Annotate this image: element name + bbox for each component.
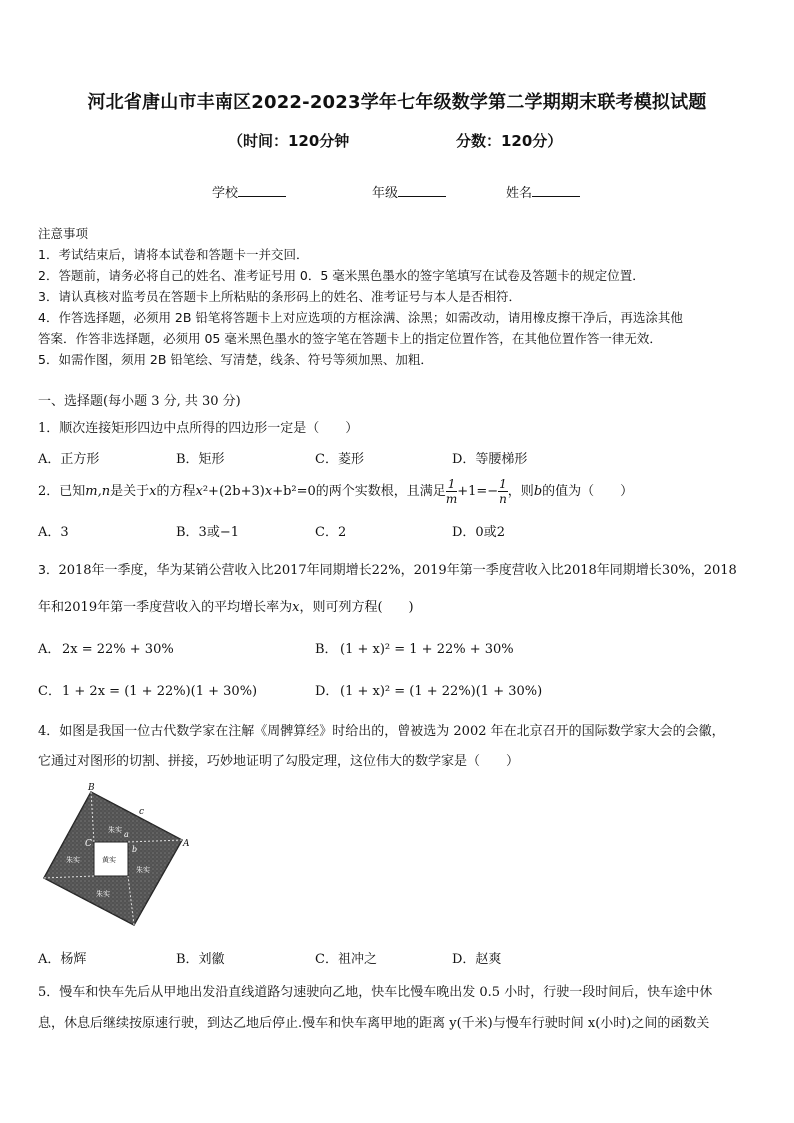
- grade-blank[interactable]: [398, 184, 446, 197]
- zhu-shi-label: 朱实: [66, 856, 80, 864]
- question-4-line-1: 4．如图是我国一位古代数学家在注解《周髀算经》时给出的，曾被选为 2002 年在北京召开的国际数学家大会的会徽，: [38, 724, 725, 739]
- label-C: C: [85, 839, 92, 849]
- q3-seg: 2019: [64, 600, 98, 615]
- q3-seg: 2017: [273, 563, 307, 578]
- label-b: b: [132, 845, 138, 854]
- zhu-shi-label: 朱实: [136, 866, 150, 874]
- fraction-numerator: 1: [499, 477, 507, 491]
- question-5-line-1: 5．慢车和快车先后从甲地出发沿直线道路匀速驶向乙地，快车比慢车晚出发 0.5 小时，行驶一段时间后，快车途中休: [38, 985, 713, 1000]
- q3-option-d-formula: (1 + x)² = (1 + 22%)(1 + 30%): [340, 684, 543, 699]
- q4-option-c: C．祖冲之: [315, 952, 377, 967]
- q4-option-d: D．赵爽: [452, 952, 502, 967]
- question-5-line-2: 息，休息后继续按原速行驶，到达乙地后停止.慢车和快车离甲地的距离 y(千米)与慢车行驶时间 x(小时)之间的函数关: [38, 1016, 710, 1031]
- q3-seg: 2019: [413, 563, 447, 578]
- q3-seg: 30%: [661, 563, 691, 578]
- q3-seg: 3．: [38, 562, 59, 577]
- q2-text: 是关于: [110, 484, 150, 499]
- q2-math: x: [264, 484, 273, 499]
- label-c: c: [139, 807, 145, 817]
- fraction-1-over-n: [498, 477, 508, 506]
- q3-seg: ，2018: [690, 563, 737, 578]
- q3-option-b-formula: (1 + x)² = 1 + 22% + 30%: [340, 642, 514, 657]
- q2-text: 2．已知: [38, 484, 86, 499]
- q2-option-a: A．3: [38, 525, 69, 540]
- q2-math: x: [195, 484, 203, 499]
- q2-text: ，则: [507, 484, 534, 499]
- q2-text: 的值为（ ）: [542, 484, 634, 499]
- q2-math: ²+(2b+3): [202, 484, 265, 499]
- question-2-stem: [38, 475, 633, 509]
- exam-score: 分数：120分）: [456, 132, 563, 150]
- grade-label: 年级: [372, 186, 399, 201]
- label-B: B: [88, 783, 95, 793]
- q2-text: 的两个实数根，且满足: [315, 484, 446, 499]
- grade-field[interactable]: [372, 182, 446, 201]
- school-blank[interactable]: [238, 184, 286, 197]
- q3-option-a-formula: 2x = 22% + 30%: [62, 642, 174, 657]
- zhu-shi-label: 朱实: [108, 826, 122, 834]
- q2-math: b: [533, 484, 543, 499]
- exam-time: （时间：120分钟: [228, 132, 350, 150]
- q3-seg: 年一季度，华为某销公营收入比: [91, 563, 274, 578]
- q2-math: +b²=0: [272, 484, 316, 499]
- question-1-stem: 1．顺次连接矩形四边中点所得的四边形一定是（ ）: [38, 421, 359, 436]
- q2-text: 的方程: [156, 484, 196, 499]
- label-A: A: [183, 839, 190, 849]
- fraction-1-over-m: [446, 477, 457, 506]
- q3-seg: 年和: [38, 600, 65, 615]
- hypotenuse-diagram: [36, 780, 196, 930]
- fraction-denominator: m: [445, 492, 458, 506]
- q2-math: +1=−: [457, 484, 499, 499]
- notice-item: 2．答题前，请务必将自己的姓名、准考证号用 0．5 毫米黑色墨水的签字笔填写在试卷及答题卡的规定位置．: [38, 268, 645, 283]
- q3-seg: 年同期增长: [596, 563, 662, 578]
- question-3-line-1: [38, 559, 737, 578]
- q2-math: m,n: [85, 484, 111, 499]
- q2-math: x: [149, 484, 157, 499]
- notice-heading: 注意事项: [38, 226, 89, 241]
- notice-item: 答案．作答非选择题，必须用 05 毫米黑色墨水的签字笔在答题卡上的指定位置作答，在其他位置作答一律无效．: [38, 331, 662, 346]
- q3-seg: 2018: [563, 563, 597, 578]
- school-field[interactable]: [212, 182, 286, 201]
- question-3-line-2: [38, 596, 414, 615]
- q3-seg: ，: [400, 563, 414, 578]
- q1-option-b: B．矩形: [176, 452, 225, 467]
- q3-seg: 年第一季度营收入比: [446, 563, 564, 578]
- q3-seg: 2018: [58, 563, 92, 578]
- q2-option-b: B．3或−1: [176, 525, 239, 540]
- school-label: 学校: [212, 186, 239, 201]
- q3-seg: 年第一季度营收入的平均增长率为: [97, 600, 293, 615]
- fraction-numerator: 1: [447, 477, 456, 491]
- name-blank[interactable]: [532, 184, 580, 197]
- q3-option-c-label: C．: [38, 684, 61, 699]
- q1-option-c: C．菱形: [315, 452, 364, 467]
- q2-option-d: D．0或2: [452, 525, 505, 540]
- question-4-line-2: 它通过对图形的切割、拼接，巧妙地证明了勾股定理，这位伟大的数学家是（ ）: [38, 754, 520, 769]
- notice-item: 4．作答选择题，必须用 2B 铅笔将答题卡上对应选项的方框涂满、涂黑；如需改动，请用橡皮擦干净后，再选涂其他: [38, 310, 683, 325]
- q1-option-d: D．等腰梯形: [452, 452, 528, 467]
- section-heading: 一、选择题(每小题 3 分, 共 30 分): [38, 394, 241, 409]
- fraction-denominator: n: [499, 492, 507, 506]
- q3-seg: 年同期增长: [306, 563, 372, 578]
- q3-option-d-label: D．: [315, 684, 339, 699]
- name-field[interactable]: [506, 182, 580, 201]
- q4-option-a: A．杨辉: [38, 952, 87, 967]
- q3-option-a-label: A．: [38, 642, 61, 657]
- page-title: 河北省唐山市丰南区2022-2023学年七年级数学第二学期期末联考模拟试题: [87, 92, 707, 113]
- q2-option-c: C．2: [315, 525, 347, 540]
- notice-item: 3．请认真核对监考员在答题卡上所粘贴的条形码上的姓名、准考证号与本人是否相符．: [38, 289, 521, 304]
- name-label: 姓名: [506, 186, 533, 201]
- notice-item: 5．如需作图，须用 2B 铅笔绘、写清楚，线条、符号等须加黑、加粗．: [38, 352, 433, 367]
- q4-option-b: B．刘徽: [176, 952, 225, 967]
- huang-shi-label: 黄实: [102, 856, 116, 864]
- q3-option-c-formula: 1 + 2x = (1 + 22%)(1 + 30%): [62, 684, 258, 699]
- notice-item: 1．考试结束后，请将本试卷和答题卡一并交回．: [38, 247, 309, 262]
- q3-seg: x: [292, 600, 300, 615]
- q3-seg: 22%: [371, 563, 401, 578]
- q3-seg: ，则可列方程( ): [299, 600, 414, 615]
- zhu-shi-label: 朱实: [96, 890, 110, 898]
- q3-option-b-label: B．: [315, 642, 338, 657]
- q1-option-a: A．正方形: [38, 452, 100, 467]
- label-a: a: [124, 830, 129, 839]
